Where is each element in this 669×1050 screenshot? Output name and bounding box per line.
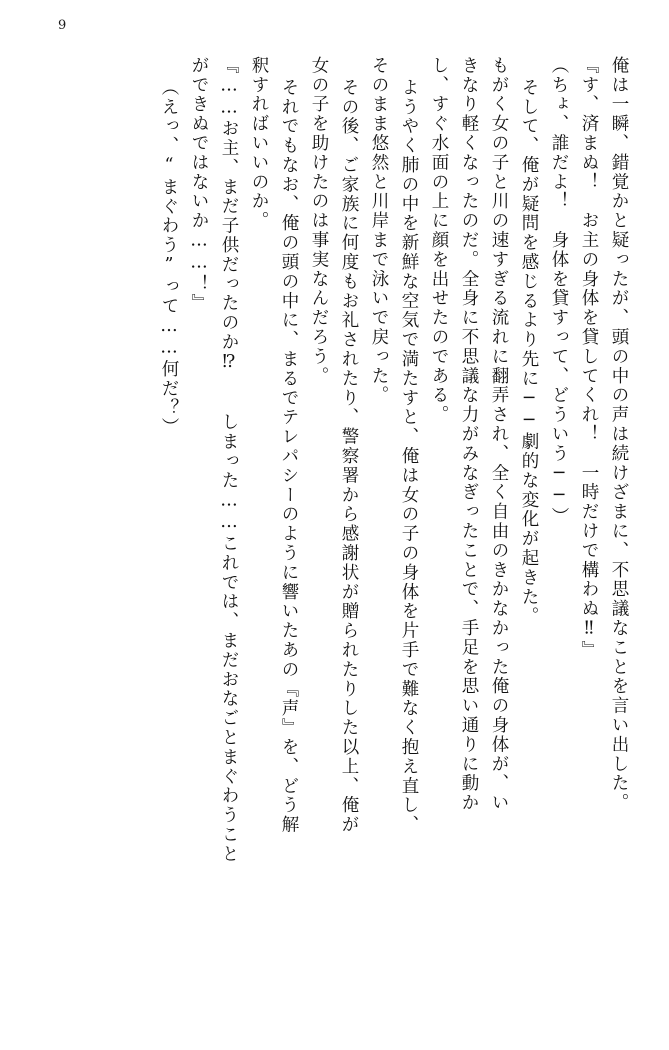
text-column: 『……お主、まだ子供だったのか⁉ しまった……これでは、まだおなごとまぐわうこと xyxy=(219,56,239,864)
page-number: 9 xyxy=(58,18,67,33)
text-column: 女の子を助けたのは事実なんだろう。 xyxy=(309,56,329,386)
text-column: そして、俺が疑問を感じるより先に──劇的な変化が起きた。 xyxy=(519,78,539,627)
text-column: （えっ、“まぐわう”って……何だ？） xyxy=(159,78,179,438)
text-column: きなり軽くなったのだ。全身に不思議な力がみなぎったことで、手足を思い通りに動か xyxy=(459,56,479,813)
text-column: そのまま悠然と川岸まで泳いで戻った。 xyxy=(369,56,389,406)
text-column: もがく女の子と川の速すぎる流れに翻弄され、全く自由のきかなかった俺の身体が、い xyxy=(489,56,509,813)
text-column: それでもなお、俺の頭の中に、まるでテレパシーのように響いたあの『声』を、どう解 xyxy=(279,78,299,835)
text-column: （ちょ、誰だよ！ 身体を貸すって、どういう──） xyxy=(549,56,569,527)
text-column: 釈すればいいのか。 xyxy=(249,56,269,231)
text-column: 俺は一瞬、錯覚かと疑ったが、頭の中の声は続けざまに、不思議なことを言い出した。 xyxy=(609,56,629,813)
vertical-text-body xyxy=(147,56,627,1016)
text-column: ができぬではないか……！』 xyxy=(189,56,209,314)
text-column: し、すぐ水面の上に顔を出せたのである。 xyxy=(429,56,449,425)
text-column: その後、ご家族に何度もお礼されたり、警察署から感謝状が贈られたりした以上、俺が xyxy=(339,78,359,835)
text-column: ようやく肺の中を新鮮な空気で満たすと、俺は女の子の身体を片手で難なく抱え直し、 xyxy=(399,78,419,835)
text-column: 『す、済まぬ！ お主の身体を貸してくれ！ 一時だけで構わぬ‼』 xyxy=(579,56,599,660)
